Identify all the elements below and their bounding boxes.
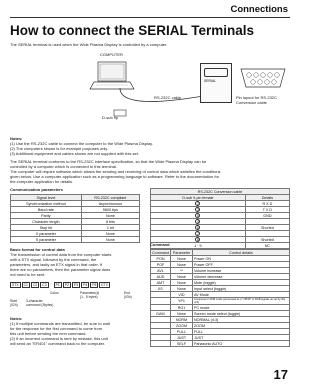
page-number: 17 [273, 367, 288, 382]
table-cell: Volume decrease [193, 274, 290, 280]
legend-command: 3-character [26, 299, 43, 303]
table-cell: Input select (toggle) [193, 286, 290, 292]
body-line: The transmission of control data from the computer starts [10, 252, 112, 257]
conversion-cable-table [150, 188, 290, 249]
table-cell: T X D [245, 207, 289, 213]
table-header: Signal level [11, 195, 82, 201]
table-row [11, 237, 140, 243]
format-cell: C3 [42, 283, 47, 287]
table-cell: RG1 [171, 305, 193, 311]
table-cell: NORMAL (4:3) [193, 317, 290, 323]
table-row [151, 298, 290, 305]
notes-heading: Notes: [10, 316, 23, 321]
table-cell: AUD [151, 274, 171, 280]
table-cell: R X D [245, 201, 289, 207]
table-cell: 1 bit [81, 225, 139, 231]
note-item: (2) If an incorrect command is sent by mistake, this unit [10, 336, 108, 341]
body-line: the computer application for details. [10, 179, 74, 184]
table-cell: JUST [171, 335, 193, 341]
table-cell: Stop bit [11, 225, 82, 231]
page-title: How to connect the SERIAL Terminals [10, 23, 255, 38]
table-cell: AVL [151, 268, 171, 274]
table-cell: None [81, 213, 139, 219]
table-cell: ZOOM [171, 323, 193, 329]
note-item: (1) If multiple commands are transmitted, be sure to wait [10, 321, 110, 326]
table-cell: Shorted [245, 237, 289, 243]
table-cell: VID [171, 292, 193, 298]
table-cell: DAM [151, 311, 171, 317]
note-item: this unit before sending the next command. [10, 331, 87, 336]
format-cell: P5 [92, 283, 97, 287]
table-cell: YP1 [171, 298, 193, 305]
legend-end-code: (03h) [124, 295, 132, 299]
table-cell: S parameter [11, 237, 82, 243]
format-cell: C2 [32, 283, 38, 287]
table-title: RS-232C Conversion cable [151, 189, 290, 195]
serial-label: SERIAL [204, 79, 217, 83]
legend-parameters: Parameter(s) [80, 291, 100, 295]
table-header: Details [245, 195, 289, 201]
table-cell: PC mode [193, 305, 290, 311]
table-cell: None [171, 256, 193, 262]
table-cell: None [81, 237, 139, 243]
pin-number: 4 [197, 220, 199, 224]
format-cell: : [50, 282, 52, 286]
format-cell: ETX [101, 283, 108, 287]
format-cell: P2 [64, 283, 69, 287]
body-line: The SERIAL terminal conforms to the RS-232C interface specification, so that the Wide Plasma Display can be [10, 159, 207, 164]
format-cell: P3 [73, 283, 79, 287]
table-cell: 8 bits [81, 219, 139, 225]
table-row [151, 341, 290, 347]
pin-number: 7 [197, 232, 199, 236]
table-cell: X parameter [11, 231, 82, 237]
table-header: Command [152, 250, 170, 255]
format-cell: P1 [55, 283, 60, 287]
serial-panel [200, 63, 232, 103]
table-cell: ZOOM [193, 323, 290, 329]
table-cell: JUST [193, 335, 290, 341]
table-header: Parameter [171, 250, 193, 256]
table-cell: SELF [171, 341, 193, 347]
table-cell: None [171, 311, 193, 317]
body-line: not need to be sent. [10, 272, 46, 277]
connection-diagram [0, 48, 300, 128]
table-cell: Power OFF [193, 262, 290, 268]
table-cell: Screen mode select (toggle) [193, 311, 290, 317]
table-header: D-sub 9-pin female [151, 195, 246, 201]
pin-layout-caption-2: Conversion cable [236, 100, 267, 105]
body-line: with a STX signal, followed by the command, the [10, 257, 97, 262]
table-cell: None [171, 274, 193, 280]
table-cell [151, 341, 171, 347]
pin-number: 5 [197, 214, 199, 218]
table-cell: Component / RGB mode (processed as a Y/Pb/Pr or RGB signals as set by this unit) [193, 298, 290, 305]
table-cell: None [171, 262, 193, 268]
format-cell: STX [12, 283, 19, 287]
format-diagram [10, 282, 145, 322]
pin-layout-caption-1: Pin layout for RS-232C [236, 95, 277, 100]
table-cell: NC [245, 243, 289, 249]
table-cell: Synchronization method [11, 201, 82, 207]
computer-label: COMPUTER [100, 52, 123, 57]
table-cell: GND [245, 213, 289, 219]
legend-parameters-range: (1 - 5 bytes) [80, 295, 98, 299]
note-item: (1) Use the RS-232C cable to connect the computer to the Wide Plasma Display. [10, 141, 153, 146]
table-cell: None [81, 231, 139, 237]
notes-heading: Notes: [10, 136, 23, 141]
basic-format-heading: Basic format for control data [10, 247, 65, 252]
pin-number: 2 [197, 202, 199, 206]
table-row [151, 243, 290, 249]
table-cell: Power ON [193, 256, 290, 262]
table-cell: 9600 bps [81, 207, 139, 213]
table-cell: Character length [11, 219, 82, 225]
cable-label: RS-232C cable [154, 95, 182, 100]
table-cell: POF [151, 262, 171, 268]
table-cell: Panasonic AUTO [193, 341, 290, 347]
body-line: controlled by a computer which is connected to this terminal. [10, 164, 117, 169]
note-item: will send an "ER401" command back to the computer. [10, 341, 106, 346]
pin-layout-icon [238, 66, 288, 90]
command-table [150, 249, 290, 347]
header-rule [10, 17, 290, 18]
table-cell: FULL [171, 329, 193, 335]
legend-start-code: (02h) [10, 303, 18, 307]
note-item: (3) Additional equipment and cables shown are not supplied with this set. [10, 151, 139, 156]
table-cell: Shorted [245, 225, 289, 231]
table-cell: None [171, 286, 193, 292]
table-cell: FULL [193, 329, 290, 335]
pin-number: 3 [197, 208, 199, 212]
body-line: The computer will require software which allows the sending and receiving of control data which satisfies the conditions [10, 169, 221, 174]
intro-text: The SERIAL terminal is used when the Wide Plasma Display is controlled by a computer. [10, 42, 168, 47]
table-cell: Asynchronous [81, 201, 139, 207]
body-line: given below. Use a computer application such as a programming language to software. Refer to the documentation for [10, 174, 220, 179]
note-item: for the response for the first command to come from [10, 326, 103, 331]
legend-end: End [124, 291, 130, 295]
body-line: there are no parameters, then the parameter signal does [10, 267, 111, 272]
pin-number: 8 [197, 238, 199, 242]
pin-number: 1 · 9 [151, 243, 246, 249]
comm-params-heading: Communication parameters [10, 187, 63, 192]
table-cell: Mute (toggle) [193, 280, 290, 286]
body-line: parameters, and lastly an ETX signal in that order. If [10, 262, 103, 267]
table-cell: PON [151, 256, 171, 262]
legend-start: Start [10, 299, 17, 303]
comm-params-table [10, 194, 140, 243]
table-cell: Baud rate [11, 207, 82, 213]
table-cell [151, 298, 171, 305]
legend-command-detail: command (3bytes) [26, 303, 54, 307]
format-cell: P4 [83, 283, 88, 287]
command-heading: Command [150, 242, 170, 247]
dsub-label: D-sub 9p [102, 115, 119, 120]
table-cell: AV Mode [193, 292, 290, 298]
table-cell: None [171, 280, 193, 286]
table-header: RS-232C compliant [81, 195, 139, 201]
section-title: Connections [230, 4, 288, 15]
note-item: (2) The computers shown is for example purposes only. [10, 146, 109, 151]
table-cell: NORM [171, 317, 193, 323]
legend-colon: Colon [50, 291, 59, 295]
table-header: Control details [193, 250, 290, 256]
table-cell: ** [171, 268, 193, 274]
table-cell: AMT [151, 280, 171, 286]
table-cell: IIS [151, 286, 171, 292]
pin-number: 6 [197, 226, 199, 230]
table-cell: Parity [11, 213, 82, 219]
table-cell: Volume increase [193, 268, 290, 274]
format-cell: C1 [23, 283, 28, 287]
